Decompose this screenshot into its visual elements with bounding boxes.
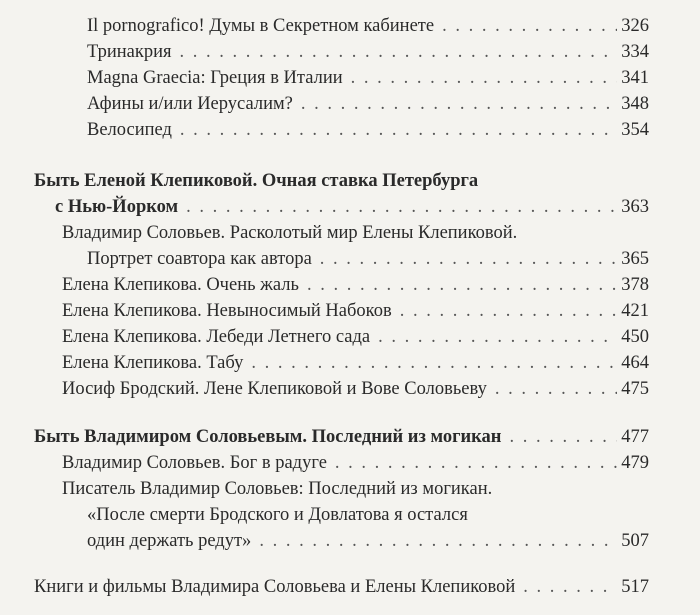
- toc-entry[interactable]: [87, 91, 649, 117]
- toc-entry[interactable]: [62, 324, 649, 350]
- section-heading-page: 477: [621, 427, 649, 447]
- toc-entry-page: 326: [621, 16, 649, 36]
- dot-leader: [400, 298, 618, 324]
- dot-leader: [509, 424, 617, 450]
- dot-leader: [335, 450, 617, 476]
- toc-entry-page: 421: [621, 301, 649, 321]
- toc-entry-page: 475: [621, 379, 649, 399]
- toc-entry[interactable]: [87, 65, 649, 91]
- toc-entry-title: Елена Клепикова. Табу: [62, 353, 244, 373]
- toc-entry[interactable]: [87, 117, 649, 143]
- toc-entry-page: 479: [621, 453, 649, 473]
- toc-entry-title-line: Писатель Владимир Соловьев: Последний из могикан.: [62, 479, 493, 499]
- toc-entry-page: 450: [621, 327, 649, 347]
- toc-entry-page: 464: [621, 353, 649, 373]
- dot-leader: [351, 65, 618, 91]
- toc-entry-page: 348: [621, 94, 649, 114]
- toc-entry[interactable]: [62, 376, 649, 402]
- dot-leader: [301, 91, 617, 117]
- dot-leader: [320, 246, 617, 272]
- toc-entry-page: 341: [621, 68, 649, 88]
- toc-entry-title: Велосипед: [87, 120, 172, 140]
- toc-entry-title-line: «После смерти Бродского и Довлатова я остался: [87, 505, 468, 525]
- toc-entry-page: 354: [621, 120, 649, 140]
- toc-entry[interactable]: [87, 528, 649, 554]
- toc-entry[interactable]: [62, 350, 649, 376]
- section-heading-title: Быть Владимиром Соловьевым. Последний из могикан: [34, 427, 502, 447]
- toc-entry-title: Иосиф Бродский. Лене Клепиковой и Вове Соловьеву: [62, 379, 487, 399]
- dot-leader: [180, 117, 617, 143]
- dot-leader: [495, 376, 617, 402]
- toc-entry-page: 334: [621, 42, 649, 62]
- toc-entry-title: Magna Graecia: Греция в Италии: [87, 68, 343, 88]
- dot-leader: [442, 13, 617, 39]
- toc-entry-page: 507: [621, 531, 649, 551]
- toc-entry-title: один держать редут»: [87, 531, 252, 551]
- section-heading[interactable]: [34, 424, 649, 450]
- toc-entry[interactable]: [87, 13, 649, 39]
- toc-entry-page: 365: [621, 249, 649, 269]
- dot-leader: [523, 574, 617, 600]
- toc-entry[interactable]: [87, 246, 649, 272]
- toc-entry-title: Елена Клепикова. Лебеди Летнего сада: [62, 327, 371, 347]
- toc-entry-title: Портрет соавтора как автора: [87, 249, 312, 269]
- section-heading[interactable]: [55, 194, 649, 220]
- toc-entry[interactable]: [34, 574, 649, 600]
- dot-leader: [259, 528, 617, 554]
- dot-leader: [180, 39, 618, 65]
- dot-leader: [186, 194, 617, 220]
- toc-entry[interactable]: [62, 298, 649, 324]
- section-heading-title: с Нью-Йорком: [55, 197, 179, 217]
- dot-leader: [378, 324, 617, 350]
- toc-entry-title: Книги и фильмы Владимира Соловьева и Елены Клепиковой: [34, 577, 516, 597]
- toc-entry[interactable]: [87, 39, 649, 65]
- toc-entry-title: Тринакрия: [87, 42, 172, 62]
- toc-entry-title: Афины и/или Иерусалим?: [87, 94, 293, 114]
- toc-entry[interactable]: [62, 450, 649, 476]
- section-heading-line: Быть Еленой Клепиковой. Очная ставка Петербурга: [34, 171, 479, 191]
- toc-entry-title: Владимир Соловьев. Бог в радуге: [62, 453, 327, 473]
- toc-entry-title-line: Владимир Соловьев. Расколотый мир Елены Клепиковой.: [62, 223, 518, 243]
- section-heading-page: 363: [621, 197, 649, 217]
- toc-entry-title: Елена Клепикова. Очень жаль: [62, 275, 299, 295]
- toc-entry[interactable]: [62, 272, 649, 298]
- toc-entry-title: Il pornografico! Думы в Секретном кабинете: [87, 16, 435, 36]
- toc-entry-page: 378: [621, 275, 649, 295]
- toc-entry-page: 517: [621, 577, 649, 597]
- dot-leader: [251, 350, 617, 376]
- dot-leader: [307, 272, 617, 298]
- toc-entry-title: Елена Клепикова. Невыносимый Набоков: [62, 301, 392, 321]
